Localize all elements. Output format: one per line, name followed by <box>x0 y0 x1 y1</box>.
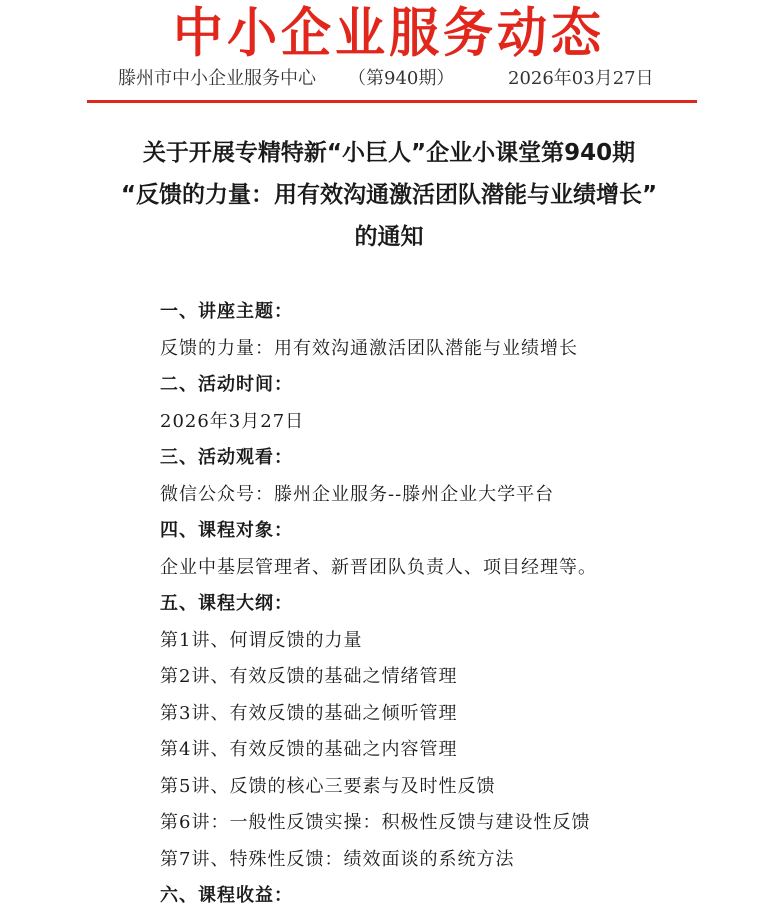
notice-title-line-3: 的通知 <box>354 224 424 250</box>
section-text: 第4讲、有效反馈的基础之内容管理 <box>160 739 458 760</box>
issue-number: （第940期） <box>348 68 455 89</box>
masthead-divider <box>87 100 697 103</box>
section-heading: 五、课程大纲： <box>160 593 293 614</box>
notice-title-line-1: 关于开展专精特新“小巨人”企业小课堂第940期 <box>142 140 636 166</box>
section-heading: 二、活动时间： <box>160 374 293 395</box>
section-heading: 四、课程对象： <box>160 520 293 541</box>
section-text: 第2讲、有效反馈的基础之情绪管理 <box>160 666 458 687</box>
section-text: 微信公众号：滕州企业服务--滕州企业大学平台 <box>160 483 555 505</box>
section-text: 2026年3月27日 <box>160 410 305 432</box>
section-text: 第5讲、反馈的核心三要素与及时性反馈 <box>160 775 496 797</box>
masthead-subline <box>96 64 696 94</box>
section-text: 第6讲：一般性反馈实操：积极性反馈与建设性反馈 <box>160 812 591 833</box>
section-heading: 六、课程收益： <box>160 885 293 906</box>
section-heading: 一、讲座主题： <box>160 301 293 322</box>
notice-body <box>160 294 760 915</box>
section-text: 企业中基层管理者、新晋团队负责人、项目经理等。 <box>160 556 597 578</box>
notice-title-line-2: “反馈的力量：用有效沟通激活团队潜能与业绩增长” <box>120 182 658 208</box>
masthead <box>0 2 778 66</box>
section-heading: 三、活动观看： <box>160 447 293 468</box>
section-text: 第7讲、特殊性反馈：绩效面谈的系统方法 <box>160 848 515 870</box>
issue-date: 2026年03月27日 <box>508 68 654 89</box>
section-text: 第1讲、何谓反馈的力量 <box>160 629 363 651</box>
section-text: 反馈的力量：用有效沟通激活团队潜能与业绩增长 <box>160 337 578 359</box>
masthead-title: 中小企业服务动态 <box>173 2 605 64</box>
section-text: 第3讲、有效反馈的基础之倾听管理 <box>160 702 458 724</box>
notice-title <box>0 132 778 258</box>
issuing-organization: 滕州市中小企业服务中心 <box>118 68 316 89</box>
